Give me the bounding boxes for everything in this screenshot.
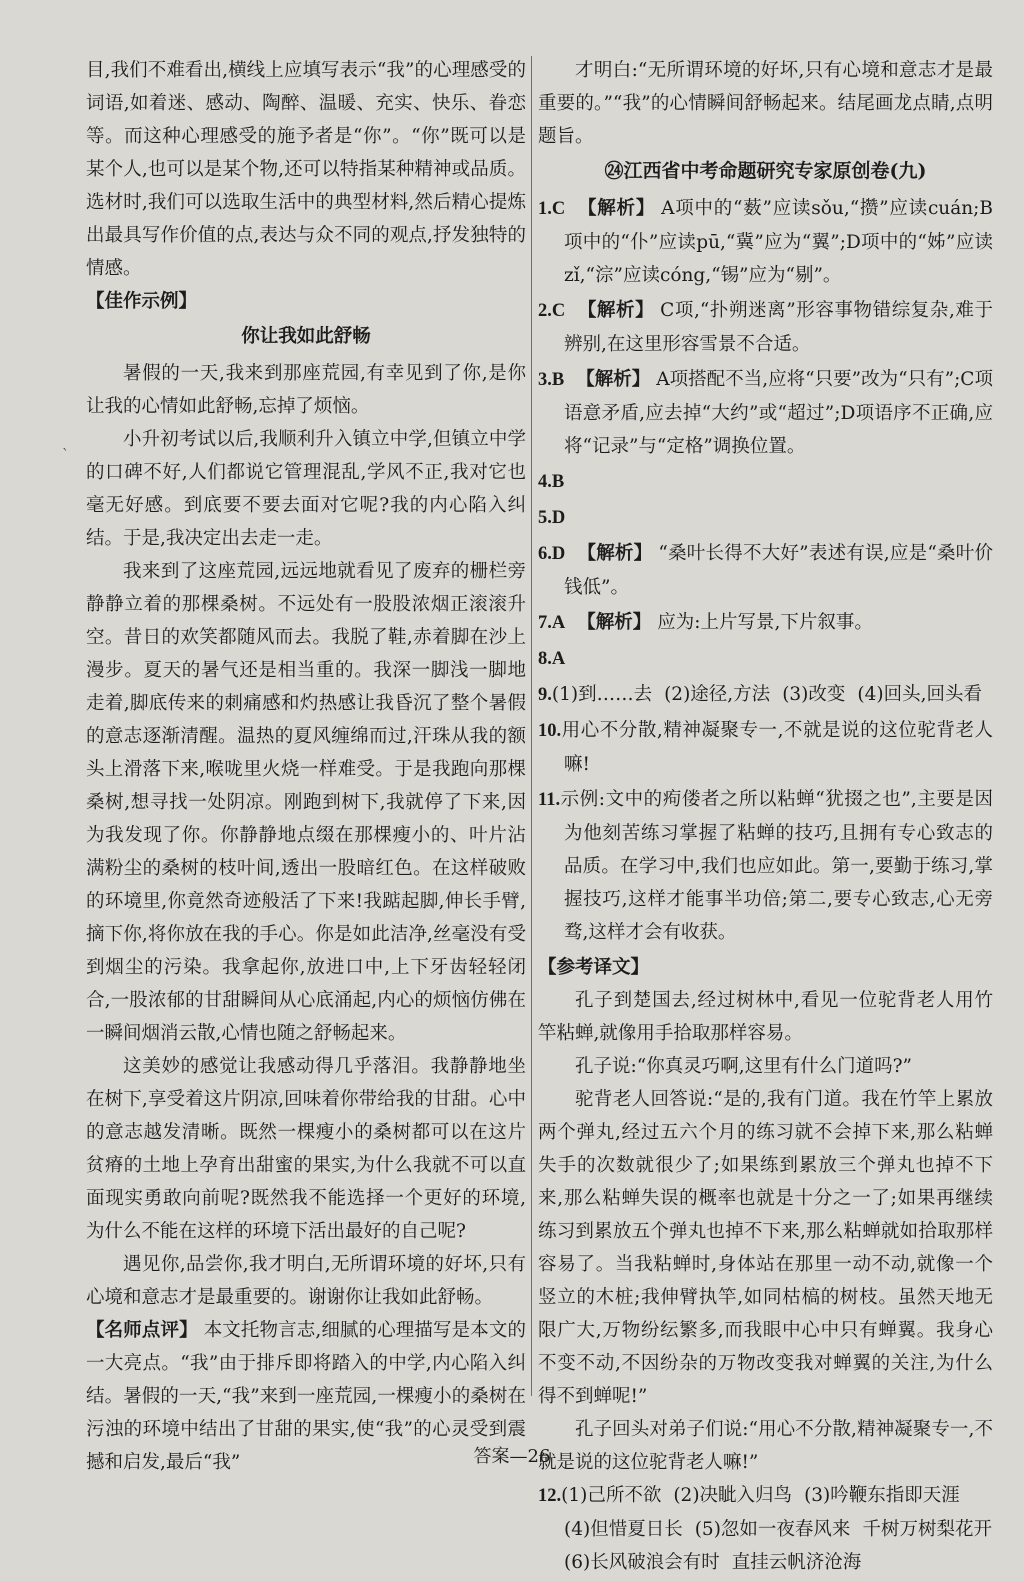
section-title: ㉔江西省中考命题研究专家原创卷(九): [604, 160, 927, 182]
answer-item-2: 2.C 【解析】 C项,“扑朔迷离”形容事物错综复杂,难于辨别,在这里形容雪景不合适。: [538, 300, 993, 355]
page-footer: 答案—26: [473, 1446, 551, 1467]
answer-item-12: 12.(1)己所不欲 (2)决眦入归鸟 (3)吟鞭东指即天涯 (4)但惜夏日长 (5)忽如一夜春风来 千树万树梨花开 (6)长风破浪会有时 直挂云帆济沧海: [538, 1485, 992, 1573]
translation-paragraph: 驼背老人回答说:“是的,我有门道。我在竹竿上累放两个弹丸,经过五六个月的练习就不会掉下来,那么粘蝉失手的次数就很少了;如果练到累放三个弹丸也掉不下来,那么粘蝉失误的概率也就是十分之一了;如果再继续练习到累放五个弹丸也掉不下来,那么粘蝉就如拾取那样容易了。当我粘蝉时,身体站在那里一动不动,就像一个竖立的木桩;我伸臂执竿,如同枯槁的树枝。虽然天地无限广大,万物纷纭繁多,而我眼中心中只有蝉翼。我身心不变不动,不因纷杂的万物改变我对蝉翼的关注,为什么得不到蝉呢!”: [538, 1089, 993, 1407]
comment-text: 本文托物言志,细腻的心理描写是本文的一大亮点。“我”由于排斥即将踏入的中学,内心陷入纠结。暑假的一天,“我”来到一座荒园,一棵瘦小的桑树在污浊的环境中结出了甘甜的果实,使“我”的心灵受到震撼和启发,最后“我”: [86, 1320, 526, 1473]
translation-paragraph: 孔子回头对弟子们说:“用心不分散,精神凝聚专一,不就是说的这位驼背老人嘛!”: [538, 1419, 993, 1473]
answer-item-6: 6.D 【解析】 “桑叶长得不大好”表述有误,应是“桑叶价钱低”。: [538, 543, 993, 598]
essay-paragraph: 我来到了这座荒园,远远地就看见了废弃的栅栏旁静静立着的那棵桑树。不远处有一股股浓烟正滚滚升空。昔日的欢笑都随风而去。我脱了鞋,赤着脚在沙上漫步。夏天的暑气还是相当重的。我深一脚浅一脚地走着,脚底传来的刺痛感和灼热感让我昏沉了整个暑假的意志逐渐清醒。温热的夏风缠绵而过,汗珠从我的额头上滑落下来,喉咙里火烧一样难受。于是我跑向那棵桑树,想寻找一处阴凉。刚跑到树下,我就停了下来,因为我发现了你。你静静地点缀在那棵瘦小的、叶片沾满粉尘的桑树的枝叶间,透出一股暗红色。在这样破败的环境里,你竟然奇迹般活了下来!我踮起脚,伸长手臂,摘下你,将你放在我的手心。你是如此洁净,丝毫没有受到烟尘的污染。我拿起你,放进口中,上下牙齿轻轻闭合,一股浓郁的甘甜瞬间从心底涌起,内心的烦恼仿佛在一瞬间烟消云散,心情也随之舒畅起来。: [86, 561, 526, 1044]
side-mark: ˋ: [62, 447, 69, 463]
right-column: [538, 54, 993, 1581]
left-column: [86, 54, 526, 1479]
essay-paragraph: 遇见你,品尝你,我才明白,无所谓环境的好坏,只有心境和意志才是最重要的。谢谢你让我如此舒畅。: [86, 1254, 526, 1308]
comment-continuation: 才明白:“无所谓环境的好坏,只有心境和意志才是最重要的。”“我”的心情瞬间舒畅起来。结尾画龙点睛,点明题旨。: [538, 60, 993, 147]
answer-item-10: 10.用心不分散,精神凝聚专一,不就是说的这位驼背老人嘛!: [538, 720, 993, 775]
example-heading: 【佳作示例】: [86, 291, 198, 312]
answer-item-7: 7.A 【解析】 应为:上片写景,下片叙事。: [538, 612, 873, 633]
translation-paragraph: 孔子到楚国去,经过树林中,看见一位驼背老人用竹竿粘蝉,就像用手拾取那样容易。: [538, 990, 993, 1044]
reference-label: 【参考译文】: [538, 957, 650, 978]
answer-item-5: 5.D: [538, 508, 566, 528]
essay-paragraph: 暑假的一天,我来到那座荒园,有幸见到了你,是你让我的心情如此舒畅,忘掉了烦恼。: [86, 363, 526, 417]
answer-item-11: 11.示例:文中的痀偻者之所以粘蝉“犹掇之也”,主要是因为他刻苦练习掌握了粘蝉的技巧,且拥有专心致志的品质。在学习中,我们也应如此。第一,要勤于练习,掌握技巧,这样才能事半功倍;第二,要专心致志,心无旁骛,这样才会有收获。: [538, 789, 993, 943]
essay-paragraph: 小升初考试以后,我顺利升入镇立中学,但镇立中学的口碑不好,人们都说它管理混乱,学风不正,我对它也毫无好感。到底要不要去面对它呢?我的内心陷入纠结。于是,我决定出去走一走。: [86, 429, 526, 549]
column-divider: [531, 56, 532, 1396]
essay-paragraph: 这美妙的感觉让我感动得几乎落泪。我静静地坐在树下,享受着这片阴凉,回味着你带给我的甘甜。心中的意志越发清晰。既然一棵瘦小的桑树都可以在这片贫瘠的土地上孕育出甜蜜的果实,为什么我就不可以直面现实勇敢向前呢?既然我不能选择一个更好的环境,为什么不能在这样的环境下活出最好的自己呢?: [86, 1056, 526, 1242]
comment-label: 【名师点评】: [86, 1320, 198, 1341]
answer-item-1: 1.C 【解析】 A项中的“薮”应读sǒu,“攒”应读cuán;B项中的“仆”应读pū,“冀”应为“翼”;D项中的“姊”应读zǐ,“淙”应读cóng,“锡”应为“剔”。: [538, 198, 993, 286]
answer-item-9: 9.(1)到……去 (2)途径,方法 (3)改变 (4)回头,回头看: [538, 684, 982, 705]
answer-item-4: 4.B: [538, 472, 565, 492]
answer-item-8: 8.A: [538, 649, 566, 669]
answer-item-3: 3.B 【解析】 A项搭配不当,应将“只要”改为“只有”;C项语意矛盾,应去掉“大约”或“超过”;D项语序不正确,应将“记录”与“定格”调换位置。: [538, 369, 993, 457]
intro-paragraph: 目,我们不难看出,横线上应填写表示“我”的心理感受的词语,如着迷、感动、陶醉、温暖、充实、快乐、眷恋等。而这种心理感受的施予者是“你”。“你”既可以是某个人,也可以是某个物,还可以特指某种精神或品质。选材时,我们可以选取生活中的典型材料,然后精心提炼出最具写作价值的点,表达与众不同的观点,抒发独特的情感。: [86, 60, 526, 279]
essay-title: 你让我如此舒畅: [241, 326, 371, 347]
translation-paragraph: 孔子说:“你真灵巧啊,这里有什么门道吗?”: [575, 1056, 912, 1077]
